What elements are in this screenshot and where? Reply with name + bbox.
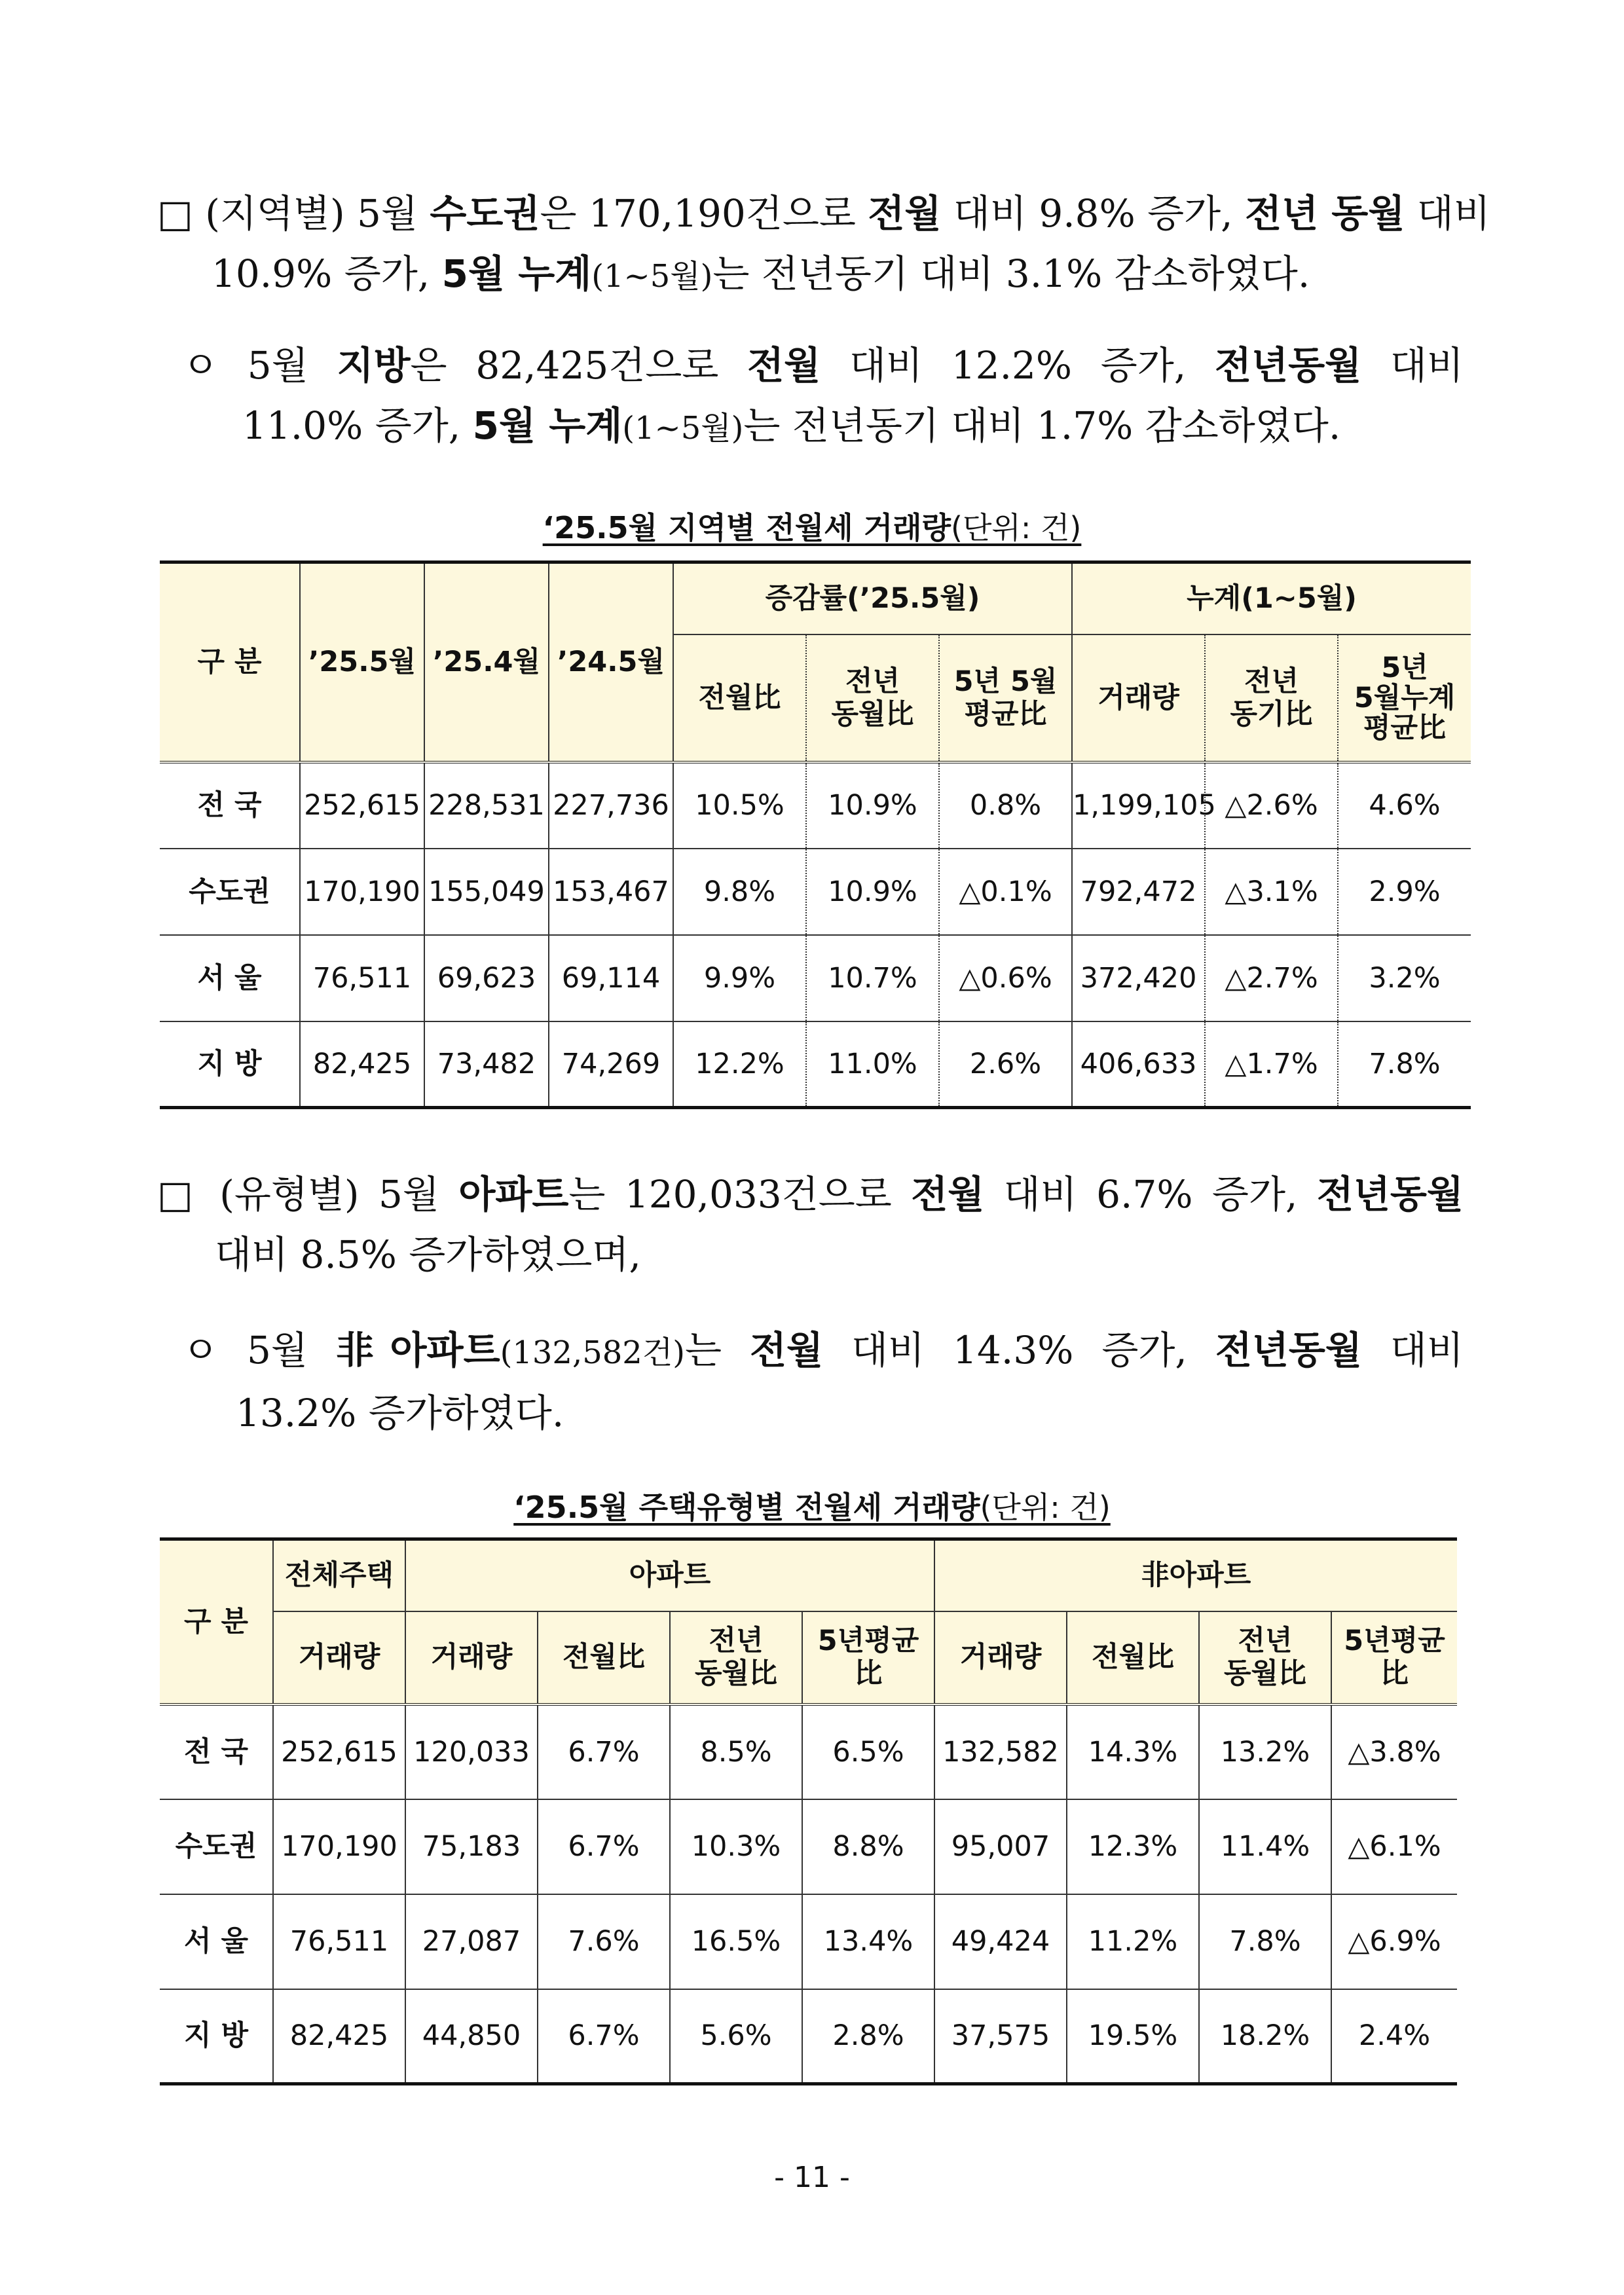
table-row xyxy=(160,1704,1457,1799)
table-cell: 170,190 xyxy=(273,1799,405,1894)
table-cell: 120,033 xyxy=(405,1704,538,1799)
header-gubun: 구 분 xyxy=(160,562,300,762)
table-cell: 170,190 xyxy=(300,849,424,935)
table-cell: 9.8% xyxy=(673,849,806,935)
paragraph-line: ㅇ 5월 非아파트(132,582건)는 전월 대비 14.3% 증가, 전년동월 대비 xyxy=(182,1328,1464,1372)
header-col: 거래량 xyxy=(273,1611,405,1704)
table-cell: 2.4% xyxy=(1331,1989,1457,2084)
table-cell: 6.7% xyxy=(538,1989,670,2084)
table-cell: 372,420 xyxy=(1072,935,1205,1021)
table-cell: 11.0% xyxy=(806,1021,939,1108)
table-cell: 6.7% xyxy=(538,1799,670,1894)
row-label: 지 방 xyxy=(160,1989,273,2084)
circle-bullet: ㅇ xyxy=(182,343,219,388)
paragraph-regional-local xyxy=(182,335,1464,458)
header-col: 전년 동월比 xyxy=(1199,1611,1331,1704)
table-cell: 73,482 xyxy=(424,1021,549,1108)
paragraph-line: 13.2% 증가하였다. xyxy=(236,1391,564,1435)
table-cell: 8.8% xyxy=(802,1799,934,1894)
table-cell: 75,183 xyxy=(405,1799,538,1894)
table-cell: 155,049 xyxy=(424,849,549,935)
housing-type-transactions-table xyxy=(160,1537,1457,2085)
paragraph-line: 대비 8.5% 증가하였으며, xyxy=(215,1232,641,1277)
header-col: 전년 동월比 xyxy=(806,634,939,762)
header-col: 전월比 xyxy=(673,634,806,762)
paragraph-line: □ (지역별) 5월 수도권은 170,190건으로 전월 대비 9.8% 증가, 전년 동월 대비 xyxy=(157,191,1490,236)
table-cell: 12.3% xyxy=(1067,1799,1199,1894)
row-label: 서 울 xyxy=(160,935,300,1021)
table-cell: △3.8% xyxy=(1331,1704,1457,1799)
table-cell: 14.3% xyxy=(1067,1704,1199,1799)
table-row xyxy=(160,1021,1471,1108)
table-cell: 76,511 xyxy=(300,935,424,1021)
regional-transactions-table xyxy=(160,560,1471,1109)
table-cell: 19.5% xyxy=(1067,1989,1199,2084)
table-cell: △2.6% xyxy=(1205,762,1338,849)
table-cell: 10.7% xyxy=(806,935,939,1021)
table-cell: 7.8% xyxy=(1338,1021,1471,1108)
table-cell: △3.1% xyxy=(1205,849,1338,935)
paragraph-line: ㅇ 5월 지방은 82,425건으로 전월 대비 12.2% 증가, 전년동월 대비 xyxy=(182,343,1464,388)
table-cell: 4.6% xyxy=(1338,762,1471,849)
row-label: 서 울 xyxy=(160,1894,273,1989)
table-cell: 13.4% xyxy=(802,1894,934,1989)
paragraph-line: 10.9% 증가, 5월 누계(1~5월)는 전년동기 대비 3.1% 감소하였다. xyxy=(212,251,1310,296)
table-cell: 13.2% xyxy=(1199,1704,1331,1799)
page-number: - 11 - xyxy=(774,2161,850,2194)
table-cell: 252,615 xyxy=(273,1704,405,1799)
header-col: 전년 동월比 xyxy=(670,1611,802,1704)
header-col: ’25.4월 xyxy=(424,562,549,762)
table-cell: 153,467 xyxy=(549,849,673,935)
table-cell: 27,087 xyxy=(405,1894,538,1989)
header-col: 전월比 xyxy=(1067,1611,1199,1704)
table-caption-regional: ‘25.5월 지역별 전월세 거래량(단위: 건) xyxy=(542,510,1082,545)
header-group-non-apartment: 非아파트 xyxy=(934,1539,1457,1611)
table-cell: 2.9% xyxy=(1338,849,1471,935)
table-cell: 6.7% xyxy=(538,1704,670,1799)
header-col: 5년평균 比 xyxy=(1331,1611,1457,1704)
table-caption-housing-type: ‘25.5월 주택유형별 전월세 거래량(단위: 건) xyxy=(513,1490,1111,1525)
header-col: 거래량 xyxy=(405,1611,538,1704)
header-group-apartment: 아파트 xyxy=(405,1539,934,1611)
table-cell: △6.1% xyxy=(1331,1799,1457,1894)
table-cell: 227,736 xyxy=(549,762,673,849)
paragraph-regional-capital xyxy=(157,183,1490,306)
table-cell: 3.2% xyxy=(1338,935,1471,1021)
header-col: 5년 5월누계 평균比 xyxy=(1338,634,1471,762)
row-label: 수도권 xyxy=(160,1799,273,1894)
table-cell: 8.5% xyxy=(670,1704,802,1799)
header-col: 거래량 xyxy=(1072,634,1205,762)
table-cell: 44,850 xyxy=(405,1989,538,2084)
table-cell: 2.6% xyxy=(939,1021,1072,1108)
circle-bullet: ㅇ xyxy=(182,1328,219,1372)
row-label: 전 국 xyxy=(160,762,300,849)
checkbox-bullet: □ xyxy=(157,1172,200,1217)
table-cell: △6.9% xyxy=(1331,1894,1457,1989)
paragraph-line: □ (유형별) 5월 아파트는 120,033건으로 전월 대비 6.7% 증가, 전년동월 xyxy=(157,1172,1464,1217)
header-col: 거래량 xyxy=(934,1611,1067,1704)
table-cell: 82,425 xyxy=(300,1021,424,1108)
table-cell: 9.9% xyxy=(673,935,806,1021)
table-cell: 132,582 xyxy=(934,1704,1067,1799)
header-col: 5년 5월 평균比 xyxy=(939,634,1072,762)
table-cell: 252,615 xyxy=(300,762,424,849)
table-cell: 95,007 xyxy=(934,1799,1067,1894)
table-cell: 11.4% xyxy=(1199,1799,1331,1894)
header-col: ’25.5월 xyxy=(300,562,424,762)
table-cell: △2.7% xyxy=(1205,935,1338,1021)
header-group-cumulative: 누계(1~5월) xyxy=(1072,562,1471,634)
table-row xyxy=(160,849,1471,935)
table-cell: 5.6% xyxy=(670,1989,802,2084)
table-cell: 406,633 xyxy=(1072,1021,1205,1108)
table-row xyxy=(160,1894,1457,1989)
row-label: 지 방 xyxy=(160,1021,300,1108)
table-cell: 2.8% xyxy=(802,1989,934,2084)
table-cell: 792,472 xyxy=(1072,849,1205,935)
header-group-all-housing: 전체주택 xyxy=(273,1539,405,1611)
header-col: 전년 동기比 xyxy=(1205,634,1338,762)
table-cell: 12.2% xyxy=(673,1021,806,1108)
table-cell: △0.6% xyxy=(939,935,1072,1021)
table-cell: 10.3% xyxy=(670,1799,802,1894)
table-cell: △0.1% xyxy=(939,849,1072,935)
table-cell: 1,199,105 xyxy=(1072,762,1205,849)
table-cell: 10.9% xyxy=(806,849,939,935)
header-col: 5년평균 比 xyxy=(802,1611,934,1704)
table-cell: 7.6% xyxy=(538,1894,670,1989)
header-group-change-rate: 증감률(’25.5월) xyxy=(673,562,1072,634)
table-cell: 10.5% xyxy=(673,762,806,849)
paragraph-line: 11.0% 증가, 5월 누계(1~5월)는 전년동기 대비 1.7% 감소하였다. xyxy=(242,403,1341,448)
table-cell: 228,531 xyxy=(424,762,549,849)
table-row xyxy=(160,762,1471,849)
table-cell: 76,511 xyxy=(273,1894,405,1989)
table-cell: 7.8% xyxy=(1199,1894,1331,1989)
table-row xyxy=(160,935,1471,1021)
checkbox-bullet: □ xyxy=(157,191,193,236)
table-cell: 0.8% xyxy=(939,762,1072,849)
paragraph-type-apartment xyxy=(157,1164,1464,1285)
header-col: ’24.5월 xyxy=(549,562,673,762)
table-cell: 10.9% xyxy=(806,762,939,849)
table-cell: 69,114 xyxy=(549,935,673,1021)
header-col: 전월比 xyxy=(538,1611,670,1704)
table-cell: 18.2% xyxy=(1199,1989,1331,2084)
table-cell: 82,425 xyxy=(273,1989,405,2084)
table-row xyxy=(160,1799,1457,1894)
header-gubun: 구 분 xyxy=(160,1539,273,1704)
table-cell: 37,575 xyxy=(934,1989,1067,2084)
table-cell: 49,424 xyxy=(934,1894,1067,1989)
table-cell: 74,269 xyxy=(549,1021,673,1108)
table-cell: 16.5% xyxy=(670,1894,802,1989)
table-row xyxy=(160,1989,1457,2084)
table-cell: 6.5% xyxy=(802,1704,934,1799)
table-cell: 69,623 xyxy=(424,935,549,1021)
row-label: 수도권 xyxy=(160,849,300,935)
table-cell: 11.2% xyxy=(1067,1894,1199,1989)
table-cell: △1.7% xyxy=(1205,1021,1338,1108)
row-label: 전 국 xyxy=(160,1704,273,1799)
paragraph-type-non-apartment xyxy=(182,1320,1464,1443)
